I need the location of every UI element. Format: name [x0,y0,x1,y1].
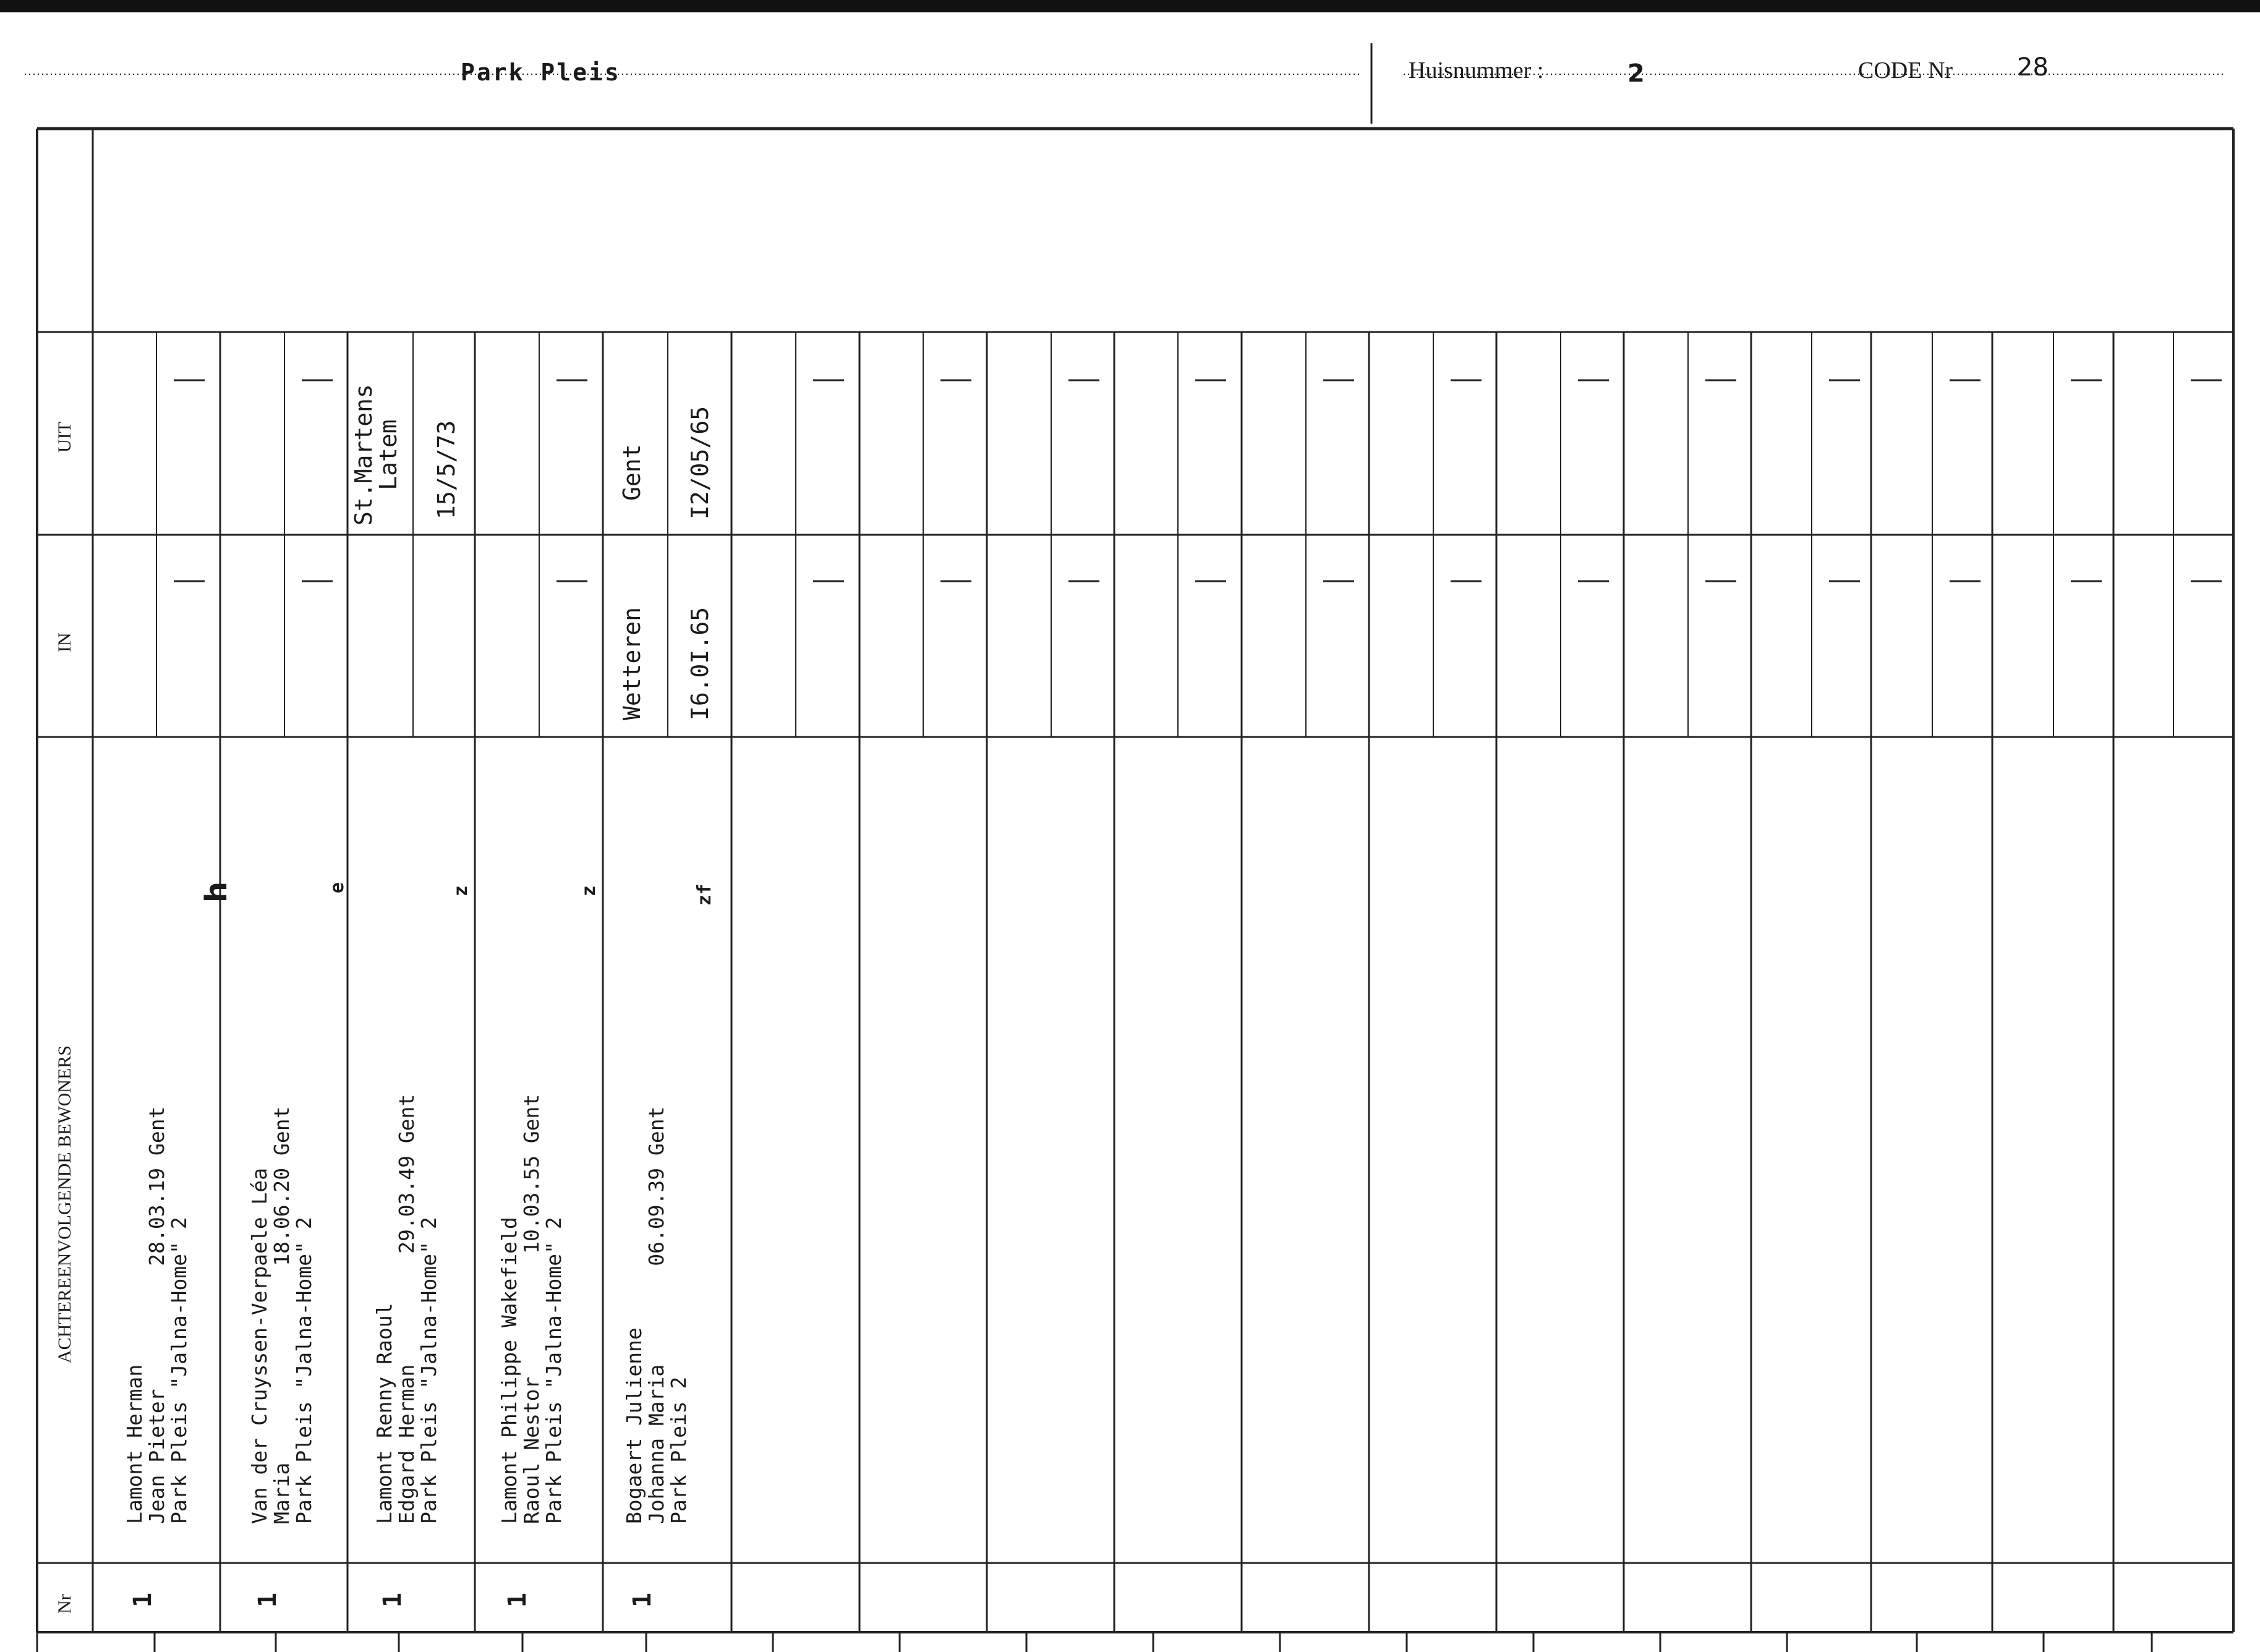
resident-2-entry [249,1106,315,1524]
resident-3-uit-place: St.Martens Latem [350,384,402,526]
resident-5-entry [623,1106,690,1524]
resident-2-nr: 1 [254,1592,282,1607]
resident-3-nr: 1 [378,1592,407,1607]
resident-2-line-2: Maria 18.06.20 Gent [270,1106,294,1524]
resident-5-line-1: Bogaert Julienne [622,1327,646,1524]
resident-2-mark: e [326,882,348,893]
code-number-label: CODE Nr [1858,57,1953,83]
resident-3-line-3: Park Pleis "Jalna-Home" 2 [417,1217,441,1524]
resident-2-line-1: Van der Cruyssen-Verpaele Léa [247,1167,271,1524]
street-name: Park Pleis [461,59,621,86]
resident-4-line-1: Lamont Philippe Wakefield [497,1217,521,1524]
resident-1-line-1: Lamont Herman [122,1364,147,1524]
resident-3-mark: z [450,885,472,896]
house-number-label: Huisnummer : [1409,57,1544,83]
residents-section-label: ACHTEREENVOLGENDE BEWONERS [54,1045,75,1363]
resident-5-line-2: Johanna Maria 06.09.39 Gent [644,1106,668,1524]
resident-3-line-1: Lamont Renny Raoul [372,1303,396,1524]
resident-5-in-place: Wetteren [618,607,646,720]
resident-4-line-3: Park Pleis "Jalna-Home" 2 [542,1217,566,1524]
resident-2-line-3: Park Pleis "Jalna-Home" 2 [292,1217,316,1524]
resident-5-line-3: Park Pleis 2 [667,1376,691,1524]
code-number-value: 28 [2017,53,2049,82]
resident-5-nr: 1 [628,1592,657,1607]
resident-3-entry [373,1094,440,1524]
resident-1-mark: h [199,881,234,903]
resident-1-entry [124,1106,190,1524]
resident-1-line-3: Park Pleis "Jalna-Home" 2 [167,1217,191,1524]
resident-4-entry [498,1094,565,1524]
resident-1-line-2: Jean Pieter 28.03.19 Gent [145,1106,169,1524]
resident-1-nr: 1 [129,1592,157,1607]
resident-3-line-2: Edgard Herman 29.03.49 Gent [394,1094,419,1524]
resident-5-uit-place: Gent [618,444,646,501]
resident-3-uit-date: 15/5/73 [433,420,460,519]
house-number-value: 2 [1627,59,1645,88]
resident-4-nr: 1 [503,1592,532,1607]
resident-4-mark: z [578,885,600,896]
nr-section-label: Nr [54,1594,75,1614]
resident-4-line-2: Raoul Nestor 10.03.55 Gent [519,1094,544,1524]
in-section-label: IN [54,632,75,652]
uit-section-label: UIT [54,422,75,453]
resident-5-uit-date: I2/05/65 [686,406,714,519]
resident-5-mark: zf [694,883,715,906]
resident-5-in-date: I6.0I.65 [686,607,714,720]
